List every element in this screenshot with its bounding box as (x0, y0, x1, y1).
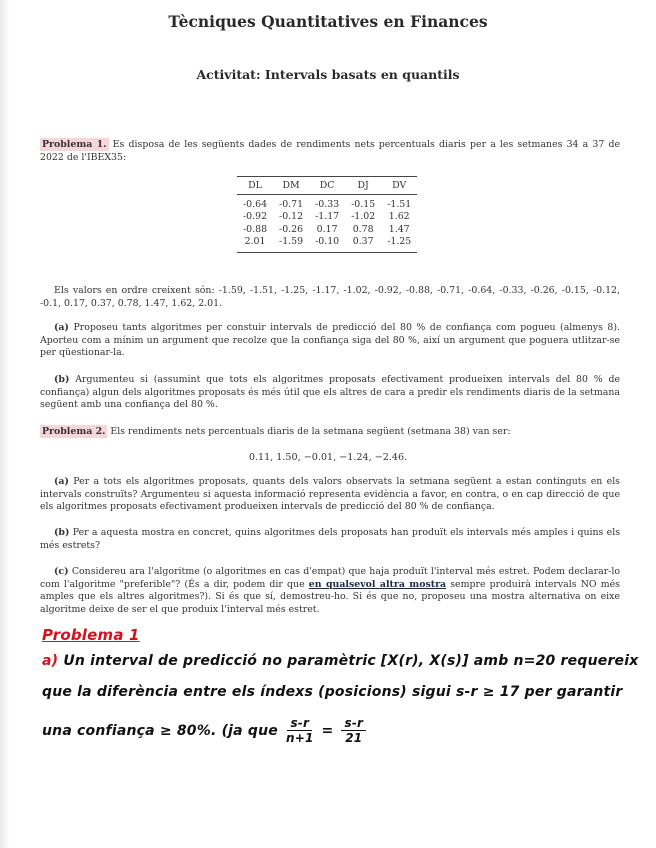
table-cell: -0.15 (351, 199, 376, 210)
handwritten-equals: = (321, 722, 334, 739)
fraction-2-denominator: 21 (345, 731, 363, 745)
table-cell: -0.71 (279, 199, 304, 210)
handwritten-fraction-2 (341, 716, 366, 745)
problem1-label: Problema 1. (42, 139, 107, 150)
table-row (237, 195, 417, 212)
problem1-intro-text: Es disposa de les següents dades de rendiments nets percentuals diaris per a les setmanes 34 a 37 de 2022 de l'IBEX35: (40, 139, 621, 163)
part-c-text-before: Considereu ara l'algoritme (o algoritmes en cas d'empat) que haja produït l'interval més estret. Podem declarar-lo com l'algoritme "preferible"? (És a dir, podem dir que (40, 566, 620, 590)
fraction-1-numerator: s-r (287, 716, 312, 731)
handwritten-line-3 (42, 716, 366, 745)
table-cell: -1.59 (273, 236, 309, 252)
table-row (237, 211, 417, 223)
fraction-2-numerator: s-r (341, 716, 366, 731)
table-cell: 1.47 (388, 223, 410, 235)
problem1-intro (40, 139, 620, 164)
part-c-label: (c) (54, 566, 69, 577)
table-row (237, 236, 417, 252)
week38-values: 0.11, 1.50, −0.01, −1.24, −2.46. (248, 452, 408, 463)
page-edge-shadow (0, 0, 10, 848)
table-header-cell: DL (237, 177, 273, 195)
handwritten-line-1 (42, 653, 638, 669)
table-row (237, 224, 417, 236)
part-a-text: Proposeu tants algoritmes per constuir intervals de predicció del 80 % de confiança com pogueu (almenys 8). Aporteu com a mínim un argument que recolze que la confiança siga del 80 %, així un argument que poguera utlitzar-se per qüestionar-la. (40, 322, 620, 359)
table-cell: 2.01 (237, 236, 273, 252)
table-header-cell: DC (309, 177, 345, 195)
table-cell: 0.37 (345, 236, 381, 252)
problem2-part-c (40, 566, 620, 616)
handwritten-fraction-1 (286, 716, 314, 745)
table-cell: -0.26 (279, 223, 304, 235)
table-cell: 1.62 (388, 211, 410, 223)
sorted-values: Els valors en ordre creixent són: -1.59, -1.51, -1.25, -1.17, -1.02, -0.92, -0.88, -0.71, -0.64, -0.33, -0.26, -0.15, -0.12, -0.1, 0.17, 0.37, 0.78, 1.47, 1.62, 2.01. (40, 285, 620, 309)
part-a-text: Per a tots els algoritmes proposats, quants dels valors observats la setmana següent a estan continguts en els intervals construïts? Argumenteu si aquesta informació representa evidència a favor, en contra, o en cap direcció de que els algoritmes proposats efectivament produeixen intervals de predicció del 80 % de confiança. (40, 476, 620, 513)
returns-table (237, 176, 417, 253)
table-cell: -1.25 (381, 236, 417, 252)
part-b-text: Argumenteu si (assumint que tots els algoritmes proposats efectivament produeixen intervals del 80 % de confiança) algun dels algoritmes proposats és més útil que els altres de cara a predir els rendiments diaris de la setmana següent amb una confiança del 80 %. (40, 374, 620, 411)
part-c-underlined: en qualsevol altra mostra (308, 578, 447, 590)
part-a-label: (a) (54, 322, 69, 333)
table-header-cell: DV (381, 177, 417, 195)
table-cell: -1.02 (351, 211, 376, 223)
problem1-part-a (40, 322, 620, 360)
course-title: Tècniques Quantitatives en Finances (168, 12, 488, 31)
part-b-label: (b) (54, 374, 70, 385)
table-cell: -0.12 (279, 211, 304, 223)
problem2-intro (40, 426, 620, 439)
handwritten-line-3-text: una confiança ≥ 80%. (ja que (42, 722, 278, 739)
problem2-intro-text: Els rendiments nets percentuals diaris de la setmana següent (setmana 38) van ser: (110, 426, 511, 437)
problem2-label: Problema 2. (42, 426, 106, 437)
handwritten-part-label: a) (42, 653, 59, 669)
part-a-label: (a) (54, 476, 69, 487)
part-c-text-after: sempre produirà intervals NO més amples que els altres algoritmes?). Si és que sí, demostreu-ho. Si és que no, proposeu una mostra alternativa on eixe algoritme deixe de ser el que produix l'interval més estret. (40, 578, 620, 615)
part-b-label: (b) (54, 527, 70, 538)
problem2-part-a (40, 476, 620, 514)
table-header-cell: DJ (345, 177, 381, 195)
table-cell: -0.88 (243, 223, 268, 235)
problem1-part-b (40, 374, 620, 412)
fraction-1-denominator: n+1 (285, 731, 314, 745)
handwritten-heading: Problema 1 (42, 626, 140, 644)
table-cell: 0.17 (316, 223, 338, 235)
table-cell: -1.51 (387, 199, 412, 210)
part-b-text: Per a aquesta mostra en concret, quins algoritmes dels proposats han produït els intervals més amples i quins els més estrets? (40, 527, 620, 551)
handwritten-line-2: que la diferència entre els índexs (posicions) sigui s-r ≥ 17 per garantir (42, 684, 623, 700)
activity-title: Activitat: Intervals basats en quantils (196, 67, 460, 82)
table-cell: -0.10 (309, 236, 345, 252)
table-cell: -0.33 (315, 199, 340, 210)
table-cell: -1.17 (315, 211, 340, 223)
table-cell: -0.92 (243, 211, 268, 223)
table-cell: 0.78 (352, 223, 374, 235)
table-header-cell: DM (273, 177, 309, 195)
table-cell: -0.64 (243, 199, 268, 210)
table-header-row (237, 177, 417, 195)
handwritten-line-1-text: Un interval de predicció no paramètric [X(r), X(s)] amb n=20 requereix (63, 653, 639, 669)
problem2-part-b (40, 527, 620, 552)
